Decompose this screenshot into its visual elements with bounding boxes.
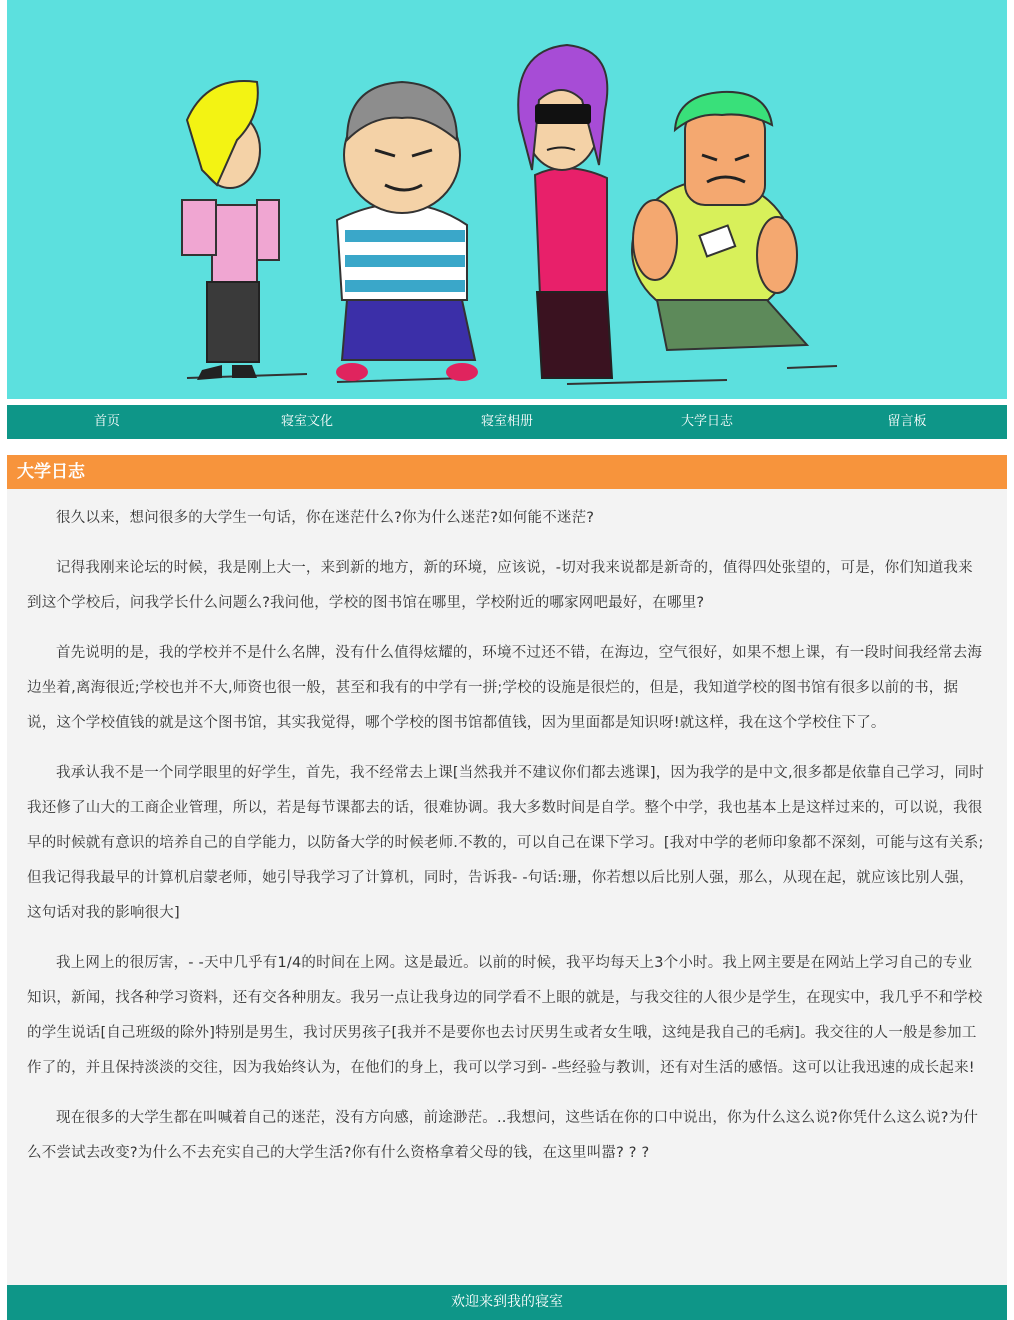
diary-section — [7, 455, 1007, 1285]
section-title: 大学日志 — [7, 455, 1007, 489]
article-paragraph: 我承认我不是一个同学眼里的好学生，首先，我不经常去上课[当然我并不建议你们都去逃课]，因为我学的是中文,很多都是依靠自己学习，同时我还修了山大的工商企业管理，所以，若是每节课都去的话，很难协调。我大多数时间是自学。整个中学，我也基本上是这样过来的，可以说，我很早的时候就有意识的培养自己的自学能力，以防备大学的时候老师.不教的，可以自己在课下学习。[我对中学的老师印象都不深刻，可能与这有关系;但我记得我最早的计算机启蒙老师，她引导我学习了计算机，同时，告诉我- -句话:珊，你若想以后比别人强，那么，从现在起，就应该比别人强，这句话对我的影响很大] — [27, 765, 984, 921]
nav-item-home[interactable]: 首页 — [93, 414, 120, 429]
main-nav — [7, 405, 1007, 439]
article-paragraph: 我上网上的很厉害，- -天中几乎有1/4的时间在上网。这是最近。以前的时候，我平均每天上3个小时。我上网主要是在网站上学习自己的专业知识，新闻，找各种学习资料，还有交各种朋友。我另一点让我身边的同学看不上眼的就是，与我交往的人很少是学生，在现实中，我几乎不和学校的学生说话[自己班级的除外]特别是男生，我讨厌男孩子[我并不是要你也去讨厌男生或者女生哦，这纯是我自己的毛病]。我交往的人一般是参加工作了的，并且保持淡淡的交往，因为我始终认为，在他们的身上，我可以学习到- -些经验与教训，还有对生活的感悟。这可以让我迅速的成长起来! — [27, 955, 983, 1076]
banner-image — [7, 0, 1007, 399]
article-content — [7, 489, 1007, 1171]
nav-item-dorm-album[interactable]: 寝室相册 — [480, 414, 533, 429]
footer: 欢迎来到我的寝室 — [7, 1285, 1007, 1320]
nav-item-dorm-culture[interactable]: 寝室文化 — [280, 414, 333, 429]
character-striped-shirt — [336, 82, 478, 381]
article-paragraph: 记得我刚来论坛的时候，我是刚上大一，来到新的地方，新的环境，应该说，-切对我来说都是新奇的，值得四处张望的，可是，你们知道我来到这个学校后，问我学长什么问题么?我问他，学校的图书馆在哪里，学校附近的哪家网吧最好，在哪里? — [27, 560, 973, 611]
article-paragraph: 现在很多的大学生都在叫喊着自己的迷茫，没有方向感，前途渺茫。..我想问，这些话在你的口中说出，你为什么这么说?你凭什么这么说?为什么不尝试去改变?为什么不去充实自己的大学生活?你有什么资格拿着父母的钱，在这里叫嚣? ? ? — [27, 1110, 979, 1161]
article-paragraph: 很久以来，想问很多的大学生一句话，你在迷茫什么?你为什么迷茫?如何能不迷茫? — [56, 510, 595, 526]
cartoon-characters-illustration — [7, 0, 1007, 399]
article-paragraph: 首先说明的是，我的学校并不是什么名牌，没有什么值得炫耀的，环境不过还不错，在海边，空气很好，如果不想上课，有一段时间我经常去海边坐着,离海很近;学校也并不大,师资也很一般，甚至和我有的中学有一拼;学校的设施是很烂的，但是，我知道学校的图书馆有很多以前的书，据说，这个学校值钱的就是这个图书馆，其实我觉得，哪个学校的图书馆都值钱，因为里面都是知识呀!就这样，我在这个学校住下了。 — [27, 645, 983, 731]
nav-item-college-diary[interactable]: 大学日志 — [680, 414, 733, 429]
nav-item-guestbook[interactable]: 留言板 — [887, 414, 927, 429]
